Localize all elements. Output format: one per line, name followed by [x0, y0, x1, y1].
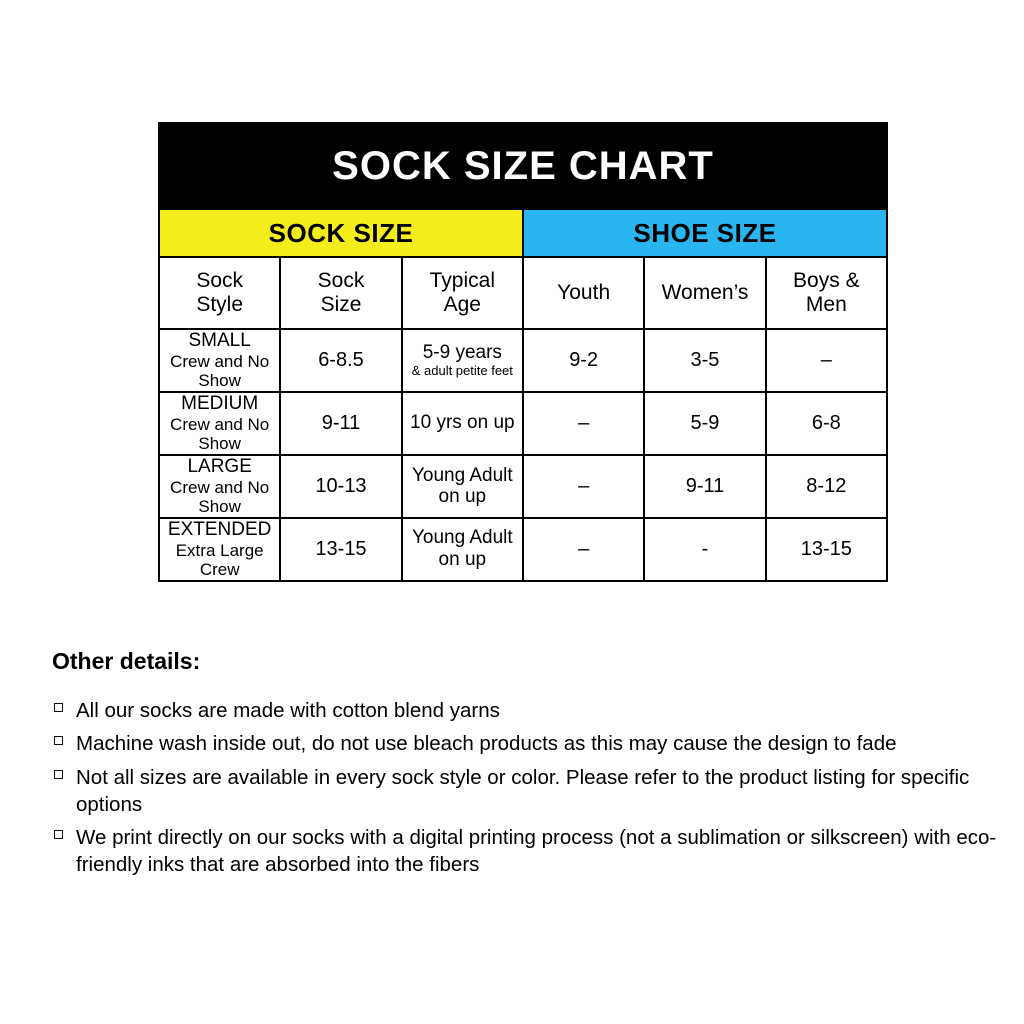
column-header-line1: Boys & [793, 269, 860, 293]
age-main: 10 yrs on up [410, 412, 515, 434]
table-row [159, 392, 887, 455]
table-row [159, 518, 887, 581]
style-sub: Crew and No Show [170, 351, 270, 391]
cell-sock-size: 9-11 [280, 392, 401, 455]
size-table [158, 122, 888, 582]
list-item-text: We print directly on our socks with a digital printing process (not a sublimation or silkscreen) with eco-friendly inks that are absorbed into the fibers [76, 826, 997, 877]
column-header-line1: Sock [317, 269, 365, 293]
cell-youth: – [523, 455, 644, 518]
style-main: SMALL [188, 330, 251, 351]
cell-boys-men: 8-12 [766, 455, 887, 518]
cell-boys-men: – [766, 329, 887, 392]
style-sub: Extra Large Crew [175, 540, 264, 580]
column-header-line1: Women’s [661, 281, 749, 305]
cell-sock-style [159, 455, 280, 518]
style-main: MEDIUM [181, 392, 259, 414]
column-header-line2: Style [196, 293, 243, 316]
age-sub: on up [438, 549, 487, 571]
age-main: 5-9 years [422, 342, 502, 364]
age-sub: & adult petite feet [411, 362, 513, 378]
sock-size-chart [158, 122, 888, 582]
list-item [52, 764, 1012, 819]
cell-sock-size: 13-15 [280, 518, 401, 581]
cell-typical-age [402, 518, 523, 581]
cell-sock-size: 10-13 [280, 455, 401, 518]
group-header-row [159, 209, 887, 257]
column-header-boys-men [766, 257, 887, 329]
style-main: LARGE [187, 455, 252, 477]
other-details-heading: Other details: [52, 648, 201, 674]
cell-sock-style [159, 329, 280, 392]
cell-typical-age [402, 392, 523, 455]
style-main: EXTENDED [167, 518, 272, 540]
cell-womens: 5-9 [644, 392, 765, 455]
column-header-line1: Typical [429, 269, 495, 293]
column-header-typical-age [402, 257, 523, 329]
title-row [159, 123, 887, 209]
cell-womens: 3-5 [644, 329, 765, 392]
style-sub: Crew and No Show [170, 414, 270, 454]
column-header-line1: Youth [557, 281, 611, 305]
cell-youth: – [523, 392, 644, 455]
style-sub: Crew and No Show [170, 477, 270, 517]
age-main: Young Adult [411, 464, 513, 486]
column-header-womens [644, 257, 765, 329]
other-details-section [52, 648, 1012, 885]
table-row [159, 455, 887, 518]
table-row [159, 329, 887, 392]
cell-boys-men: 13-15 [766, 518, 887, 581]
cell-womens: - [644, 518, 765, 581]
column-header-youth [523, 257, 644, 329]
cell-youth: – [523, 518, 644, 581]
cell-typical-age [402, 455, 523, 518]
bullet-square-icon [54, 703, 63, 712]
cell-typical-age [402, 329, 523, 392]
column-header-line2: Age [443, 293, 481, 316]
column-header-row [159, 257, 887, 329]
cell-youth: 9-2 [523, 329, 644, 392]
group-header-shoe-size: SHOE SIZE [523, 209, 887, 257]
cell-boys-men: 6-8 [766, 392, 887, 455]
bullet-square-icon [54, 770, 63, 779]
column-header-line2: Men [805, 293, 847, 316]
group-header-sock-size: SOCK SIZE [159, 209, 523, 257]
column-header-sock-style [159, 257, 280, 329]
list-item [52, 697, 1012, 724]
cell-sock-style [159, 518, 280, 581]
list-item-text: Not all sizes are available in every sock style or color. Please refer to the product listing for specific options [76, 765, 970, 816]
column-header-line1: Sock [196, 269, 243, 293]
column-header-line2: Size [320, 293, 362, 316]
page-title: SOCK SIZE CHART [159, 123, 887, 209]
bullet-square-icon [54, 736, 63, 745]
other-details-list [52, 697, 1012, 879]
list-item-text: Machine wash inside out, do not use bleach products as this may cause the design to fade [76, 732, 897, 756]
cell-womens: 9-11 [644, 455, 765, 518]
list-item [52, 730, 1012, 757]
column-header-sock-size [280, 257, 401, 329]
cell-sock-style [159, 392, 280, 455]
list-item [52, 824, 1012, 879]
age-main: Young Adult [411, 527, 513, 549]
cell-sock-size: 6-8.5 [280, 329, 401, 392]
age-sub: on up [438, 486, 487, 508]
list-item-text: All our socks are made with cotton blend yarns [76, 699, 500, 722]
bullet-square-icon [54, 830, 63, 839]
